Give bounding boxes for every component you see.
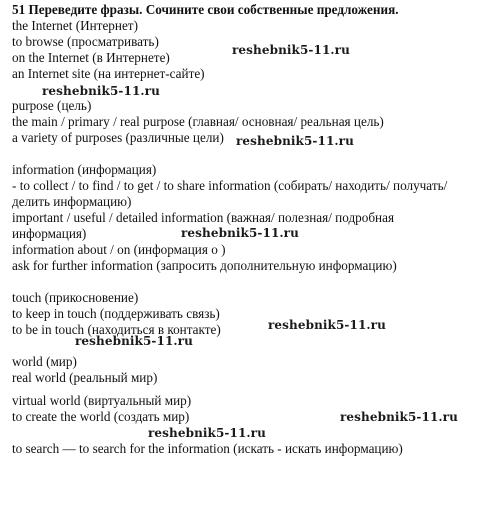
- phrase-line: important / useful / detailed information (важная/ полезная/ подробная: [12, 210, 395, 225]
- exercise-title: 51 Переведите фразы. Сочините свои собственные предложения.: [12, 2, 399, 17]
- phrase-line: to keep in touch (поддерживать связь): [12, 306, 220, 321]
- phrase-line: делить информацию): [12, 194, 132, 209]
- phrase-line: virtual world (виртуальный мир): [12, 393, 192, 408]
- watermark-text: reshebnik5-11.ru: [236, 134, 354, 148]
- phrase-line: touch (прикосновение): [12, 290, 139, 305]
- watermark-text: reshebnik5-11.ru: [268, 318, 386, 332]
- phrase-line: purpose (цель): [12, 98, 92, 113]
- phrase-line: the Internet (Интернет): [12, 18, 138, 33]
- phrase-line: real world (реальный мир): [12, 370, 158, 385]
- phrase-line: information about / on (информация о ): [12, 242, 226, 257]
- watermark-text: reshebnik5-11.ru: [148, 426, 266, 440]
- phrase-line: to be in touch (находиться в контакте): [12, 322, 221, 337]
- phrase-line: to search — to search for the information (искать - искать информацию): [12, 441, 403, 456]
- watermark-text: reshebnik5-11.ru: [42, 84, 160, 98]
- phrase-line: информация): [12, 226, 87, 241]
- phrase-line: to create the world (создать мир): [12, 409, 190, 424]
- phrase-line: the main / primary / real purpose (главная/ основная/ реальная цель): [12, 114, 384, 129]
- watermark-text: reshebnik5-11.ru: [75, 334, 193, 348]
- phrase-line: on the Internet (в Интернете): [12, 50, 170, 65]
- phrase-line: to browse (просматривать): [12, 34, 159, 49]
- phrase-line: a variety of purposes (различные цели): [12, 130, 224, 145]
- phrase-line: - to collect / to find / to get / to share information (собирать/ находить/ получать/: [12, 178, 448, 193]
- phrase-line: an Internet site (на интернет-сайте): [12, 66, 205, 81]
- phrase-line: world (мир): [12, 354, 77, 369]
- watermark-text: reshebnik5-11.ru: [181, 226, 299, 240]
- phrase-line: ask for further information (запросить дополнительную информацию): [12, 258, 397, 273]
- watermark-text: reshebnik5-11.ru: [340, 410, 458, 424]
- phrase-line: information (информация): [12, 162, 157, 177]
- watermark-text: reshebnik5-11.ru: [232, 43, 350, 57]
